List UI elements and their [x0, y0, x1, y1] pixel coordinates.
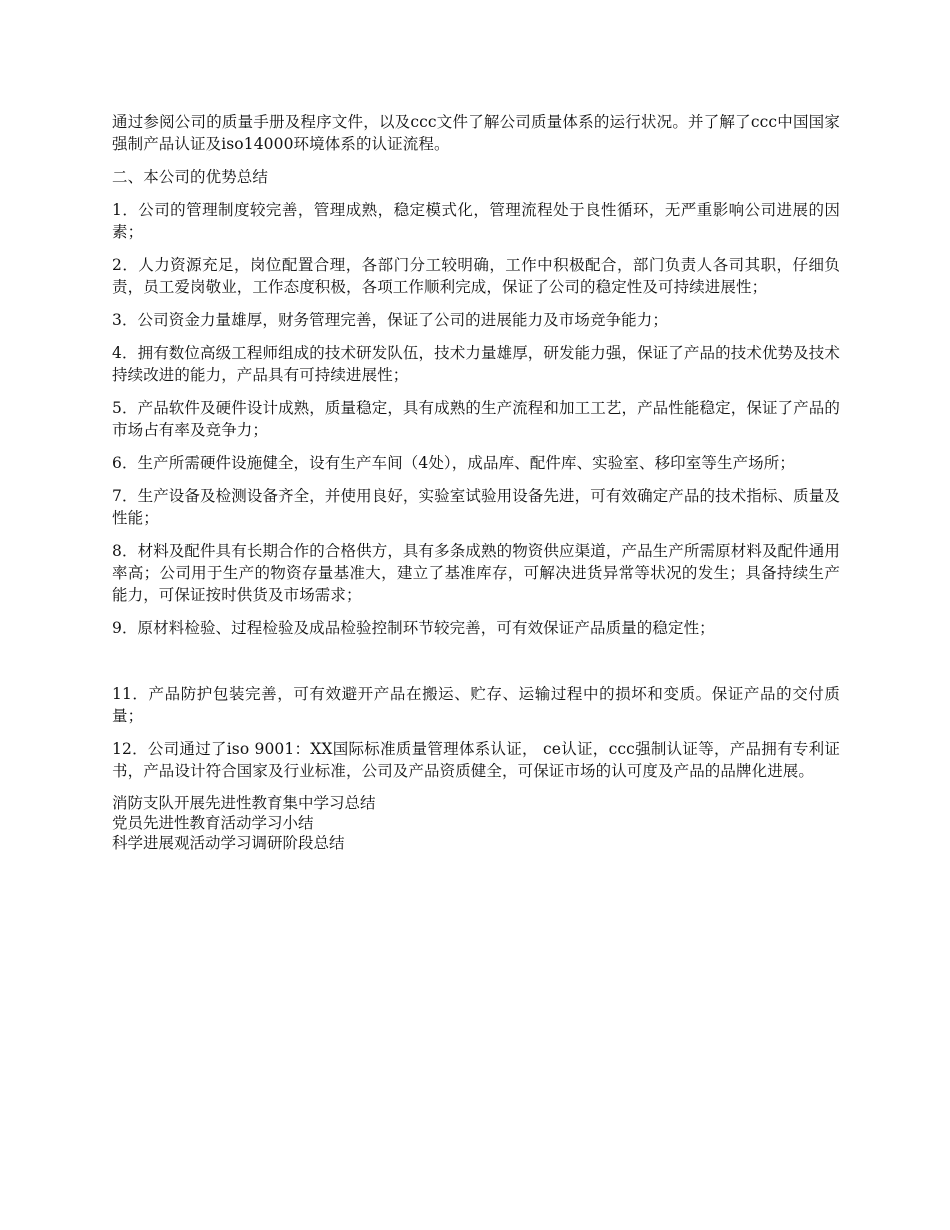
- related-link-1[interactable]: 消防支队开展先进性教育集中学习总结: [112, 794, 376, 812]
- advantage-item-1: 1．公司的管理制度较完善，管理成熟，稳定模式化，管理流程处于良性循环，无严重影响公司进展的因素；: [112, 201, 840, 241]
- advantage-item-12: 12．公司通过了iso 9001：XX国际标准质量管理体系认证， ce认证，ccc强制认证等，产品拥有专利证书，产品设计符合国家及行业标准，公司及产品资质健全，可保证市场的认可度及产品的品牌化进展。: [112, 740, 840, 780]
- related-link-2[interactable]: 党员先进性教育活动学习小结: [112, 814, 314, 832]
- advantage-item-6: 6．生产所需硬件设施健全，设有生产车间（4处），成品库、配件库、实验室、移印室等生产场所；: [112, 454, 795, 472]
- document-page: [112, 111, 840, 853]
- advantage-item-9: 9．原材料检验、过程检验及成品检验控制环节较完善，可有效保证产品质量的稳定性；: [112, 619, 715, 637]
- advantage-item-4: 4．拥有数位高级工程师组成的技术研发队伍，技术力量雄厚，研发能力强，保证了产品的技术优势及技术持续改进的能力，产品具有可持续进展性；: [112, 344, 840, 384]
- advantage-item-8: 8．材料及配件具有长期合作的合格供方，具有多条成熟的物资供应渠道，产品生产所需原材料及配件通用率高；公司用于生产的物资存量基准大，建立了基准库存，可解决进货异常等状况的发生；具备持续生产能力，可保证按时供货及市场需求；: [112, 542, 840, 604]
- related-link-3[interactable]: 科学进展观活动学习调研阶段总结: [112, 834, 345, 852]
- related-links: [112, 793, 840, 853]
- advantage-item-2: 2．人力资源充足，岗位配置合理，各部门分工较明确，工作中积极配合，部门负责人各司其职，仔细负责，员工爱岗敬业，工作态度积极，各项工作顺利完成，保证了公司的稳定性及可持续进展性；: [112, 256, 840, 296]
- advantage-item-11: 11．产品防护包装完善，可有效避开产品在搬运、贮存、运输过程中的损坏和变质。保证产品的交付质量；: [112, 685, 840, 725]
- section-heading: 二、本公司的优势总结: [112, 168, 269, 186]
- intro-paragraph: 通过参阅公司的质量手册及程序文件，以及ccc文件了解公司质量体系的运行状况。并了解了ccc中国国家强制产品认证及iso14000环境体系的认证流程。: [112, 113, 840, 153]
- advantage-item-3: 3．公司资金力量雄厚，财务管理完善，保证了公司的进展能力及市场竞争能力；: [112, 311, 668, 329]
- advantage-item-7: 7．生产设备及检测设备齐全，并使用良好，实验室试验用设备先进，可有效确定产品的技术指标、质量及性能；: [112, 487, 840, 527]
- blank-gap: [112, 650, 840, 683]
- advantage-item-5: 5．产品软件及硬件设计成熟，质量稳定，具有成熟的生产流程和加工工艺，产品性能稳定，保证了产品的市场占有率及竞争力；: [112, 399, 840, 439]
